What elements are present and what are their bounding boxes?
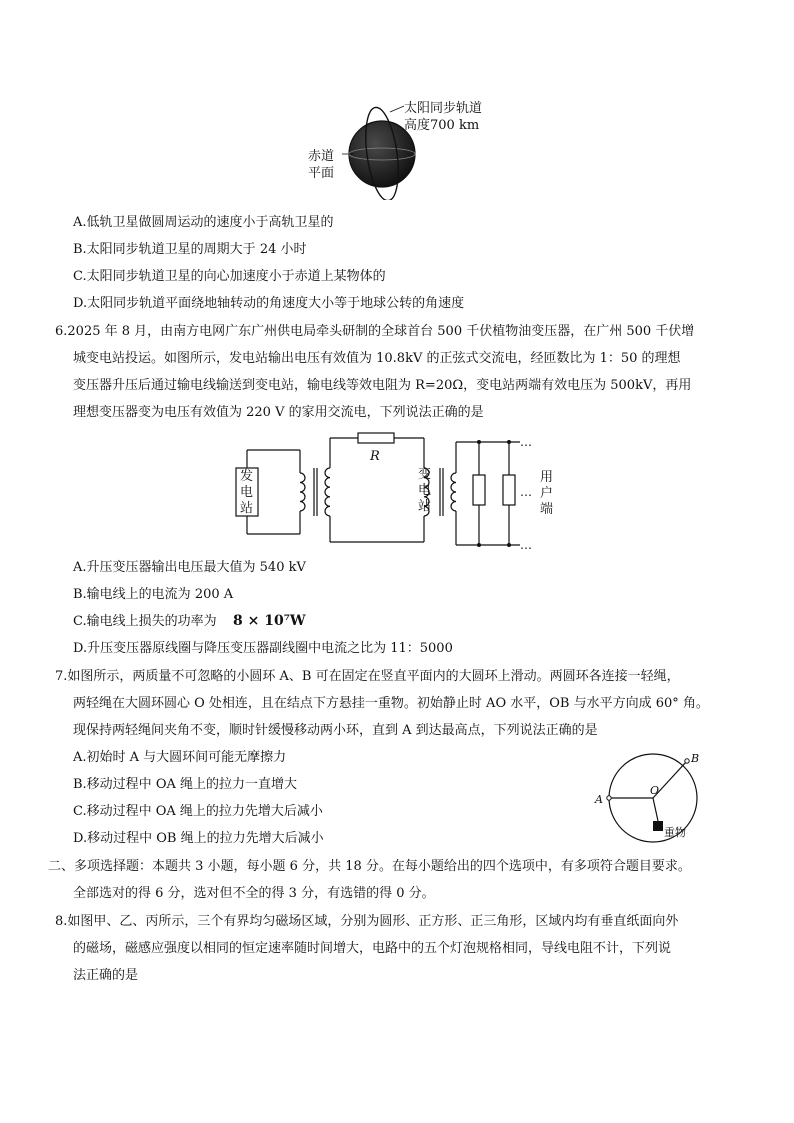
q6-stem-1: 6.2025 年 8 月，由南方电网广东广州供电局牵头研制的全球首台 500 千伏植物油变压器，在广州 500 千伏增 bbox=[55, 324, 695, 339]
ring-a bbox=[607, 796, 611, 800]
stepup-primary-coil bbox=[300, 473, 305, 511]
orbit-label-2: 高度700 km bbox=[404, 118, 480, 133]
label-b: B bbox=[691, 752, 700, 765]
load-2 bbox=[503, 475, 515, 505]
ring-figure bbox=[588, 744, 708, 844]
power-transmission-circuit bbox=[230, 428, 570, 550]
equator-label-2: 平面 bbox=[308, 166, 335, 181]
weight-block bbox=[653, 821, 663, 831]
orbit-label-1: 太阳同步轨道 bbox=[404, 101, 483, 116]
q8-stem-2: 的磁场，磁感应强度以相同的恒定速率随时间增大，电路中的五个灯泡规格相同，导线电阻不计，下列说 bbox=[73, 941, 672, 956]
q6-option-c: C.输电线上损失的功率为 bbox=[73, 614, 217, 629]
q6-option-c-formula: 8 × 10⁷W bbox=[233, 613, 306, 629]
q6-stem-4: 理想变压器变为电压有效值为 220 V 的家用交流电，下列说法正确的是 bbox=[73, 405, 484, 420]
q6-option-d: D.升压变压器原线圈与降压变压器副线圈中电流之比为 11：5000 bbox=[73, 641, 453, 656]
q7-stem-3: 现保持两轻绳间夹角不变，顺时针缓慢移动两小环，直到 A 到达最高点，下列说法正确的是 bbox=[73, 723, 598, 738]
q6-stem-2: 城变电站投运。如图所示，发电站输出电压有效值为 10.8kV 的正弦式交流电，经匝数比为 1：50 的理想 bbox=[73, 351, 681, 366]
label-a: A bbox=[595, 793, 603, 806]
q7-option-d: D.移动过程中 OB 绳上的拉力先增大后减小 bbox=[73, 831, 324, 846]
generator-label: 发电站 bbox=[240, 469, 254, 516]
section2-line-1: 二、多项选择题：本题共 3 小题，每小题 6 分，共 18 分。在每小题给出的四个选项中，有多项符合题目要求。 bbox=[48, 859, 691, 874]
q8-stem-3: 法正确的是 bbox=[73, 968, 139, 983]
user-label: 用户端 bbox=[540, 470, 554, 517]
q5-option-d: D.太阳同步轨道平面绕地轴转动的角速度大小等于地球公转的角速度 bbox=[73, 296, 465, 311]
dots-top: … bbox=[520, 435, 532, 449]
q7-option-b: B.移动过程中 OA 绳上的拉力一直增大 bbox=[73, 777, 297, 792]
q6-option-b: B.输电线上的电流为 200 A bbox=[73, 587, 234, 602]
q7-option-c: C.移动过程中 OA 绳上的拉力先增大后减小 bbox=[73, 804, 323, 819]
section2-line-2: 全部选对的得 6 分，选对但不全的得 3 分，有选错的得 0 分。 bbox=[73, 886, 435, 901]
stepup-secondary-coil bbox=[325, 468, 330, 516]
line-resistor bbox=[358, 433, 394, 443]
q7-stem-1: 7.如图所示，两质量不可忽略的小圆环 A、B 可在固定在竖直平面内的大圆环上滑动。两圆环各连接一轻绳， bbox=[55, 669, 680, 684]
q5-option-c: C.太阳同步轨道卫星的向心加速度小于赤道上某物体的 bbox=[73, 269, 386, 284]
substation-label: 变电站 bbox=[418, 467, 432, 514]
orbit-figure bbox=[300, 96, 500, 200]
q5-option-b: B.太阳同步轨道卫星的周期大于 24 小时 bbox=[73, 242, 307, 257]
ring-b bbox=[685, 759, 689, 763]
stepdown-secondary-coil bbox=[451, 473, 456, 511]
weight-label: 重物 bbox=[664, 826, 686, 839]
q7-option-a: A.初始时 A 与大圆环间可能无摩擦力 bbox=[73, 750, 287, 765]
q7-stem-2: 两轻绳在大圆环圆心 O 处相连，且在结点下方悬挂一重物。初始静止时 AO 水平，OB 与水平方向成 60° 角。 bbox=[73, 696, 709, 711]
q8-stem-1: 8.如图甲、乙、丙所示，三个有界均匀磁场区域，分别为圆形、正方形、正三角形，区域内均有垂直纸面向外 bbox=[55, 914, 679, 929]
q5-option-a: A.低轨卫星做圆周运动的速度小于高轨卫星的 bbox=[73, 215, 334, 230]
label-o: O bbox=[650, 784, 660, 797]
load-1 bbox=[473, 475, 485, 505]
resistor-label: R bbox=[370, 449, 380, 464]
q6-stem-3: 变压器升压后通过输电线输送到变电站，输电线等效电阻为 R=20Ω，变电站两端有效电压为 500kV，再用 bbox=[73, 378, 692, 393]
dots-bottom: … bbox=[520, 538, 532, 550]
dots-middle: … bbox=[520, 485, 532, 499]
hanging-rope bbox=[653, 798, 658, 821]
q6-option-a: A.升压变压器输出电压最大值为 540 kV bbox=[73, 560, 306, 575]
equator-label-1: 赤道 bbox=[308, 149, 335, 164]
